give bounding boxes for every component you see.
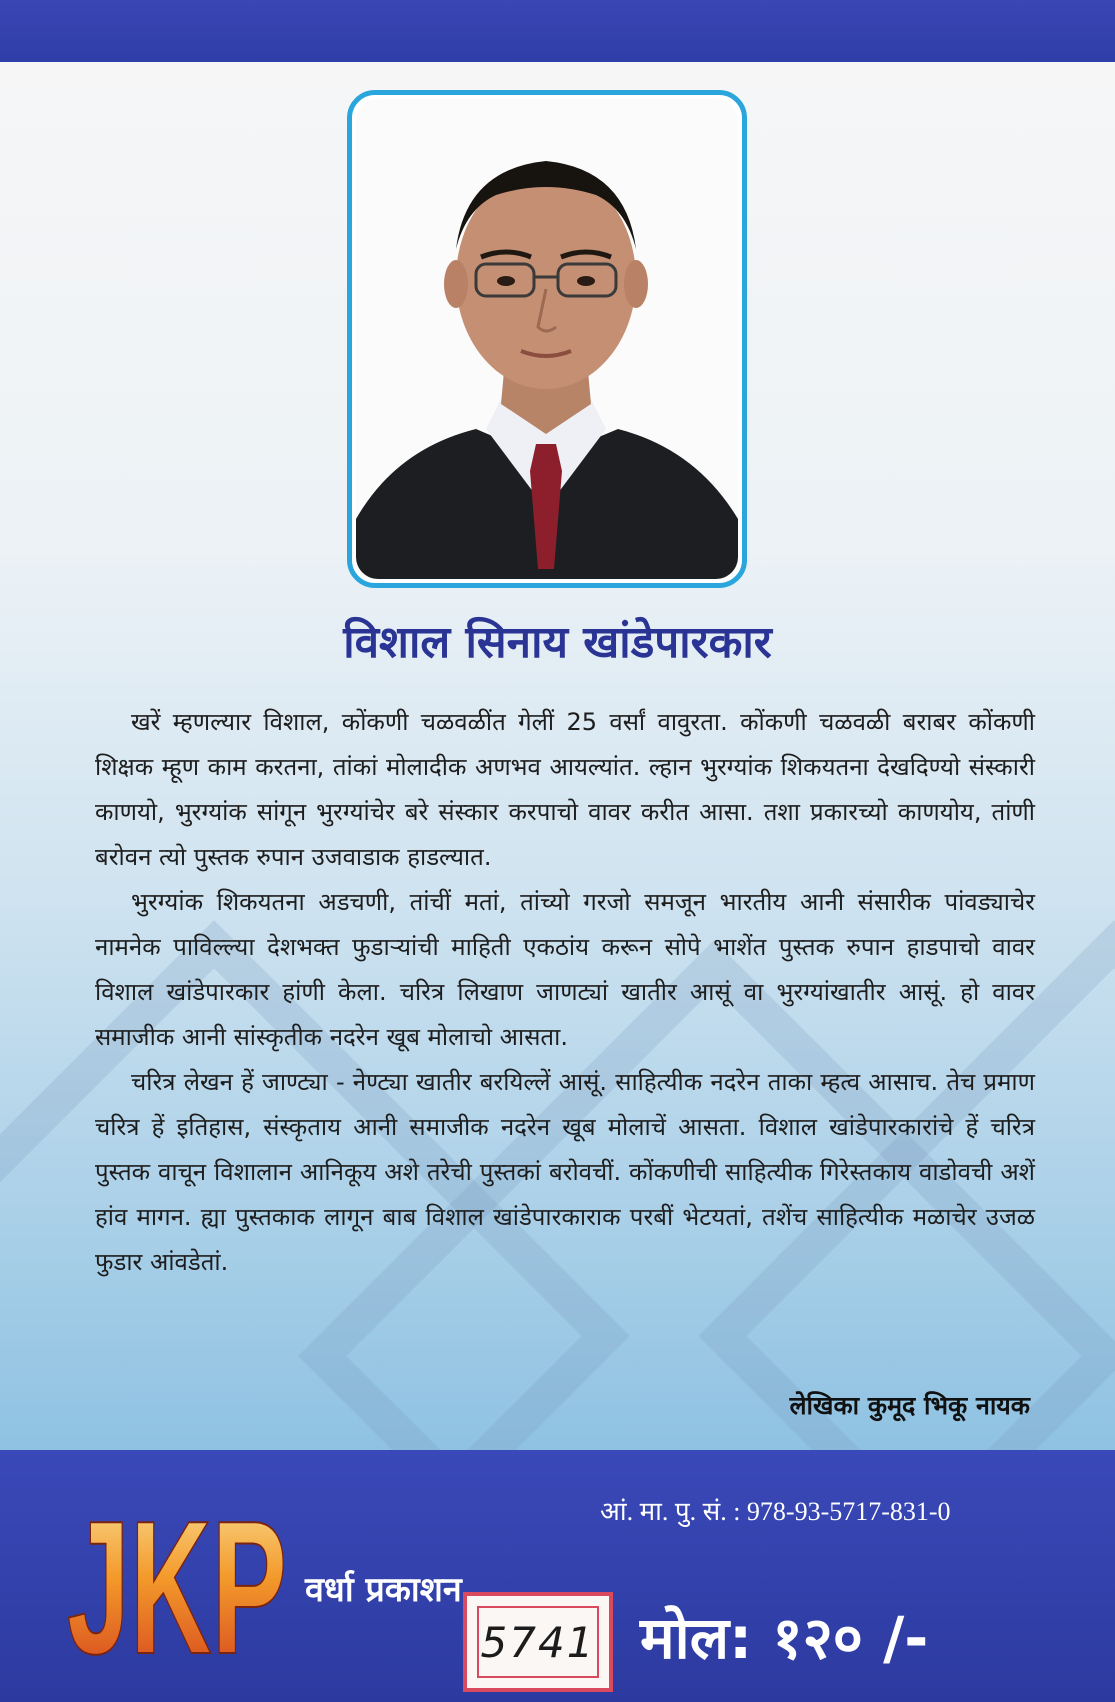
- author-photo-frame: [347, 90, 747, 588]
- author-portrait-image: [356, 99, 738, 579]
- stamp-handwritten-number: 5741: [480, 1618, 596, 1667]
- description-paragraph: चरित्र लेखन हें जाण्ट्या - नेण्ट्या खातीर बरयिल्लें आसूं. साहित्यीक नदरेन ताका म्हत्व आसाच. तेच प्रमाण चरित्र हें इतिहास, संस्कृताय आनी समाजीक नदरेन खूब मोलाचें आसता. विशाल खांडेपारकारांचे हें चरित्र पुस्तक वाचून विशालान आनिकूय अशे तरेची पुस्तकां बरोवचीं. कोंकणीची साहित्यीक गिरेस्तकाय वाडोवची अशें हांव मागन. ह्या पुस्तकाक लागून बाब विशाल खांडेपारकाराक परबीं भेटयतां, तशेंच साहित्यीक मळाचेर उजळ फुडार आंवडेतां.: [95, 1068, 1035, 1276]
- author-name-title: विशाल सिनाय खांडेपारकार: [343, 617, 772, 668]
- logo-letters: JKP: [67, 1482, 287, 1675]
- description-paragraph: भुरग्यांक शिकयतना अडचणी, तांचीं मतां, तांच्यो गरजो समजून भारतीय आनी संसारीक पांवड्याचेर नामनेक पाविल्ल्या देशभक्त फुडाऱ्यांची माहिती एकठांय करून सोपे भाशेंत पुस्तक रुपान हाडपाचो वावर विशाल खांडेपारकार हांणी केला. चरित्र लिखाण जाणट्यां खातीर आसूं वा भुरग्यांखातीर आसूं. हो वावर समाजीक आनी सांस्कृतीक नदरेन खूब मोलाचो आसता.: [95, 888, 1035, 1051]
- top-color-band: [0, 0, 1115, 62]
- book-description: [95, 700, 1035, 1285]
- library-stamp: [463, 1592, 613, 1692]
- author-photo: [356, 99, 738, 579]
- book-price: मोल: १२० /-: [640, 1604, 929, 1672]
- jkp-logo-icon: [62, 1475, 292, 1675]
- foreword-signature: लेखिका कुमूद भिकू नायक: [789, 1391, 1030, 1420]
- publisher-logo: [62, 1475, 292, 1675]
- isbn-number: आं. मा. पु. सं. : 978-93-5717-831-0: [600, 1497, 951, 1526]
- publisher-name: वर्धा प्रकाशन: [305, 1570, 462, 1610]
- description-paragraph: खरें म्हणल्यार विशाल, कोंकणी चळवळींत गेलीं 25 वर्सां वावुरता. कोंकणी चळवळी बराबर कोंकणी शिक्षक म्हूण काम करतना, तांकां मोलादीक अणभव आयल्यांत. ल्हान भुरग्यांक शिकयतना देखदिण्यो संस्कारी काणयो, भुरग्यांक सांगून भुरग्यांचेर बरे संस्कार करपाचो वावर करीत आसा. तशा प्रकारच्यो काणयोय, तांणी बरोवन त्यो पुस्तक रुपान उजवाडाक हाडल्यात.: [95, 708, 1035, 871]
